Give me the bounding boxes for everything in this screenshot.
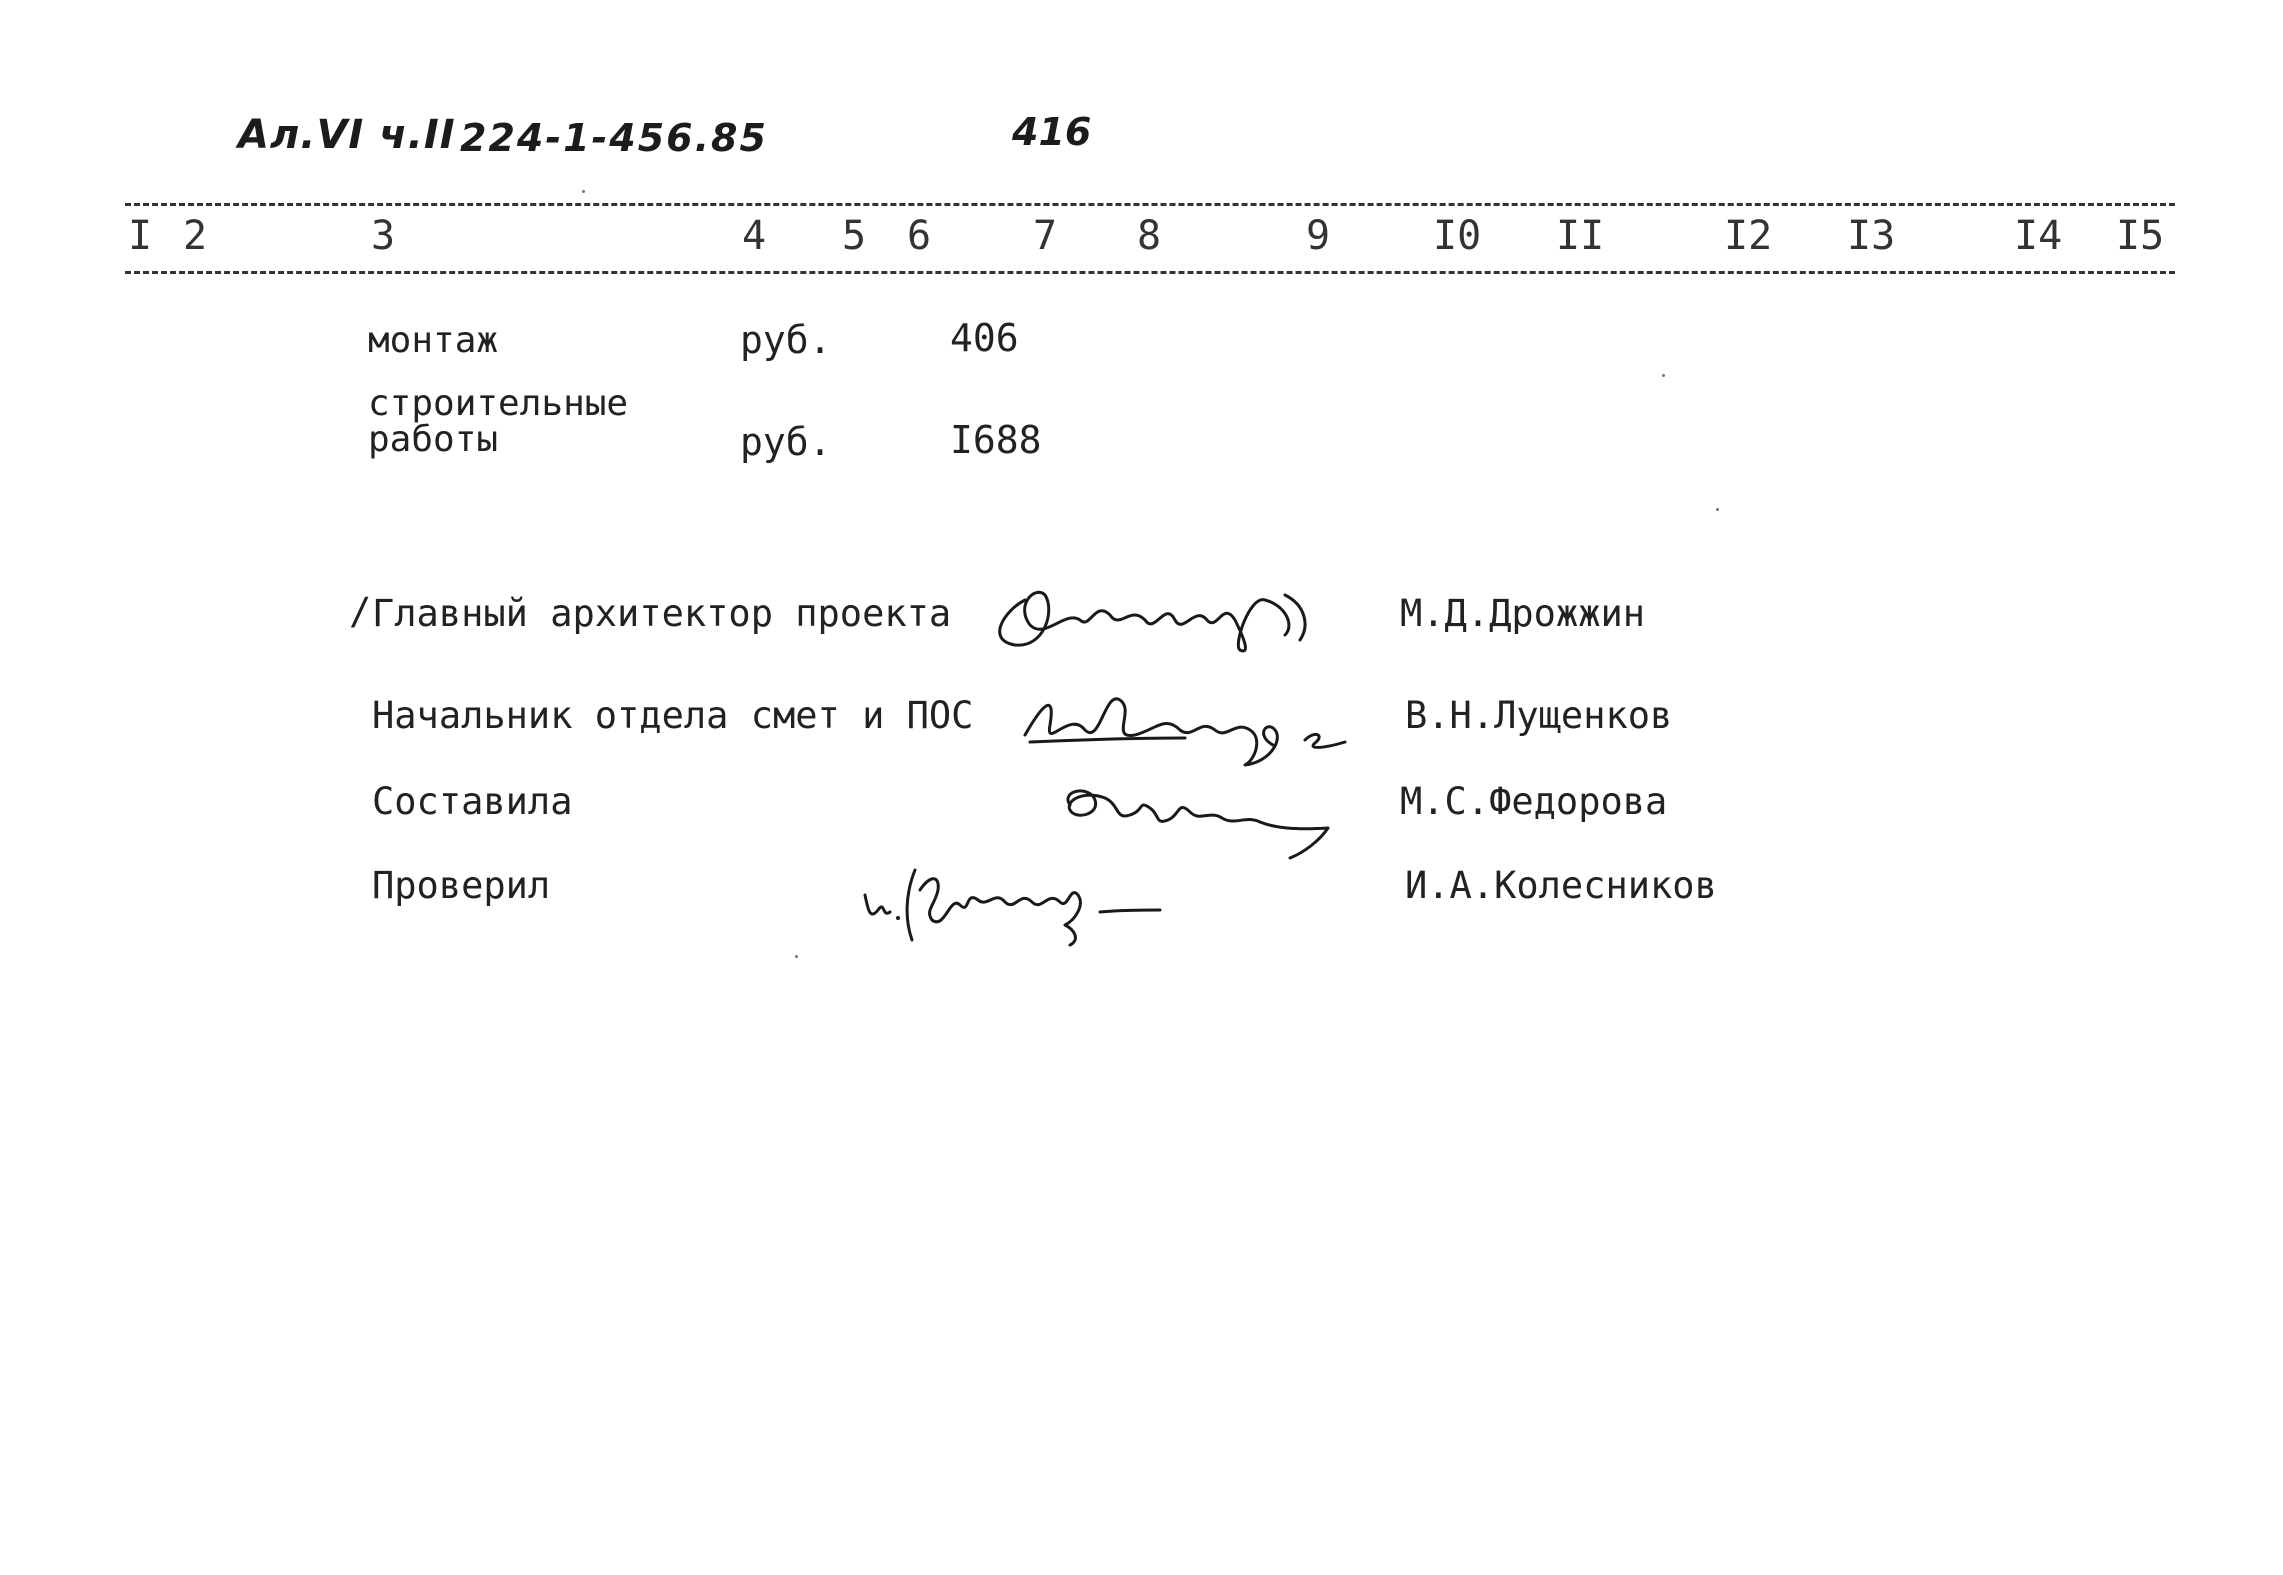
row-label-line1: строительные [368, 383, 629, 424]
row-unit: руб. [740, 318, 832, 362]
column-number: I2 [1724, 213, 1773, 259]
handwritten-signature-fedorova [1050, 770, 1350, 860]
page-number: 416 [1012, 110, 1092, 154]
document-code: 224-1-456.85 [460, 116, 768, 160]
column-number: I4 [2014, 213, 2063, 259]
scan-speck [795, 955, 798, 958]
column-number: 8 [1137, 213, 1162, 259]
column-number: II [1556, 213, 1605, 259]
row-label: монтаж [368, 320, 499, 361]
column-number: 3 [371, 213, 396, 259]
handwritten-signature-lushchenkov [1015, 680, 1375, 770]
signature-role: Составила [372, 780, 573, 823]
scan-speck [582, 190, 585, 193]
column-number: 7 [1033, 213, 1058, 259]
row-label-line2: работы [368, 419, 499, 460]
row-value: 406 [950, 316, 1019, 360]
column-number: 9 [1306, 213, 1331, 259]
column-number: I3 [1847, 213, 1896, 259]
table-header-top-rule [125, 203, 2175, 206]
row-value: I688 [950, 418, 1042, 462]
signature-name: М.Д.Дрожжин [1400, 592, 1646, 635]
signature-name: М.С.Федорова [1400, 780, 1668, 823]
handwritten-signature-kolesnikov [860, 850, 1220, 950]
column-number: I5 [2116, 213, 2165, 259]
signature-name: И.А.Колесников [1405, 864, 1717, 907]
handwritten-signature-drozhzhin [985, 570, 1335, 660]
column-number: 4 [742, 213, 767, 259]
album-stamp: Ал.VI ч.II [238, 112, 456, 158]
signature-role: Начальник отдела смет и ПОС [372, 694, 974, 737]
scan-speck [1716, 508, 1719, 511]
table-header-bottom-rule [125, 271, 2175, 274]
signature-name: В.Н.Лущенков [1405, 694, 1673, 737]
column-number: 2 [183, 213, 208, 259]
column-number: I [128, 213, 153, 259]
column-number: I0 [1433, 213, 1482, 259]
signature-role: Главный архитектор проекта [372, 592, 952, 635]
scan-speck [1662, 374, 1665, 377]
column-number: 6 [907, 213, 932, 259]
signature-role: Проверил [372, 864, 551, 907]
column-number: 5 [842, 213, 867, 259]
row-unit: руб. [740, 420, 832, 464]
margin-mark: / [349, 590, 372, 633]
